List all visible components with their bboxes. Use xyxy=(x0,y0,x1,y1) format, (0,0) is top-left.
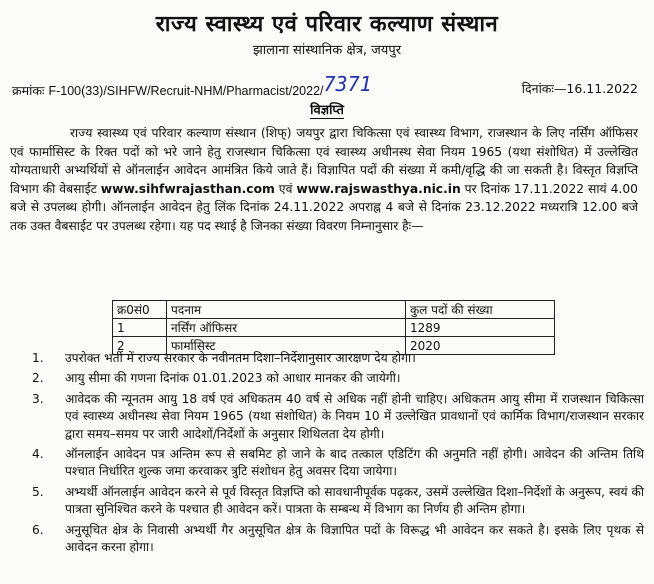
posts-table xyxy=(112,300,555,355)
reference-code: F-100(33)/SIHFW/Recruit-NHM/Pharmacist/2022/ xyxy=(48,84,324,98)
reference-number xyxy=(12,72,372,100)
list-item-text: आवेदक की न्यूनतम आयु 18 वर्ष एवं अधिकतम 40 वर्ष से अधिक नहीं होनी चाहिए। अधिकतम आयु सीमा में राजस्थान चिकित्सा एवं स्वास्थ्य अधीनस्थ सेवा नियम 1965 (यथा संशोधित) के नियम 10 में उल्लेखित प्रावधानों एवं कार्मिक विभाग/राजस्थान सरकार द्वारा समय–समय पर जारी आदेशों/निर्देशों के अनुसार शिथिलता देय होगी। xyxy=(65,391,644,441)
table-cell: 1289 xyxy=(406,319,555,337)
table-cell: 1 xyxy=(113,319,167,337)
list-item-text: अभ्यर्थी ऑनलाईन आवेदन करने से पूर्व विस्तृत विज्ञप्ति को सावधानीपूर्वक पढ़कर, उसमें उल्लेखित दिशा–निर्देशों के अनुरूप, स्वयं की पात्रता सुनिश्चित करने के पश्चात ही आवेदन करें। पात्रता के सम्बन्ध में विभाग का निर्णय ही अन्तिम होगा। xyxy=(65,484,644,517)
list-item-number: 1. xyxy=(32,351,44,365)
table-header-row xyxy=(113,301,555,319)
list-item-number: 6. xyxy=(32,522,44,537)
notice-date: दिनांकः—16.11.2022 xyxy=(521,81,638,96)
list-item xyxy=(10,370,644,387)
list-item-text: उपरोक्त भर्ती में राज्य सरकार के नवीनतम दिशा–निर्देशानुसार आरक्षण देय होगा। xyxy=(65,351,416,365)
website-link-2[interactable]: www.rajswasthya.nic.in xyxy=(296,181,461,196)
intro-text-1: राज्य स्वास्थ्य एवं परिवार कल्याण संस्थान (शिफ्) जयपुर द्वारा चिकित्सा एवं स्वास्थ्य विभाग, राजस्थान के लिए नर्सिंग ऑफिसर एवं फार्मासिस्ट के रिक्त पदों को भरे जाने हेतु राजस्थान चिकित्सा एवं स्वास्थ्य अधीनस्थ सेवा नियम 1965 (यथा संशोधित) में उल्लेखित योग्यताधारी अभ्यर्थियों से ऑनलाईन आवेदन आमंत्रित किये जाते हैं। विज्ञापित पदों की संख्या में कमी/वृद्धि की जा सकती है। विस्तृत विज्ञप्ति विभाग की वेबसाईट xyxy=(10,126,638,196)
list-item xyxy=(10,350,644,367)
conditions-list xyxy=(10,350,644,559)
website-link-1[interactable]: www.sihfwrajasthan.com xyxy=(100,181,275,196)
list-item-number: 2. xyxy=(32,371,44,386)
list-item xyxy=(10,391,644,443)
list-item-text: ऑनलाईन आवेदन पत्र अन्तिम रूप से सबमिट हो जाने के बाद तत्काल एडिटिंग की अनुमति नहीं होगी। आवेदन की अन्तिम तिथि पश्चात निर्धारित शुल्क जमा करवाकर त्रुटि संशोधन हेतु अवसर दिया जायेगा। xyxy=(65,447,644,479)
list-item-text: आयु सीमा की गणना दिनांक 01.01.2023 को आधार मानकर की जायेगी। xyxy=(65,371,401,386)
intro-paragraph xyxy=(10,124,638,236)
list-item-number: 3. xyxy=(32,391,44,406)
table-cell: नर्सिंग ऑफिसर xyxy=(167,319,406,337)
table-row xyxy=(113,319,555,337)
table-cell: फार्मासिस्ट xyxy=(167,337,406,355)
table-header-cell: क्र0सं0 xyxy=(113,301,167,319)
page-title: राज्य स्वास्थ्य एवं परिवार कल्याण संस्थान xyxy=(155,11,499,37)
notice-heading xyxy=(0,100,654,118)
list-item-number: 4. xyxy=(32,447,44,462)
notice-heading-text: विज्ञप्ति xyxy=(310,103,344,118)
intro-and: एवं xyxy=(274,181,297,196)
handwritten-number: 7371 xyxy=(323,72,372,96)
table-header-cell: पदनाम xyxy=(167,301,406,319)
list-item-text: अनुसूचित क्षेत्र के निवासी अभ्यर्थी गैर अनुसूचित क्षेत्र के विज्ञापित पदों के विरूद्ध भी आवेदन कर सकते है। इसके लिए पृथक से आवेदन करना होगा। xyxy=(65,522,644,555)
table-cell: 2 xyxy=(113,337,167,355)
table-header-cell: कुल पदों की संख्या xyxy=(406,301,555,319)
list-item-number: 5. xyxy=(32,484,44,499)
intro-text-2: पर दिनांक 17.11.2022 सायं 4.00 बजे से उपलब्ध होगी। ऑनलाईन आवेदन हेतु लिंक दिनांक 24.11.2022 अपराह्न 4 बजे से दिनांक 23.12.2022 मध्यरात्रि 12.00 बजे तक उक्त वैबसाईट पर उपलब्ध रहेगा। यह पद स्थाई है जिनका संख्या विवरण निम्नानुसार हैः— xyxy=(10,181,638,233)
list-item xyxy=(10,446,644,481)
list-item xyxy=(10,484,644,519)
table-cell: 2020 xyxy=(406,337,555,355)
page-subtitle: झालाना सांस्थानिक क्षेत्र, जयपुर xyxy=(252,43,402,58)
list-item xyxy=(10,522,644,557)
reference-label: क्रमांकः xyxy=(12,83,45,98)
